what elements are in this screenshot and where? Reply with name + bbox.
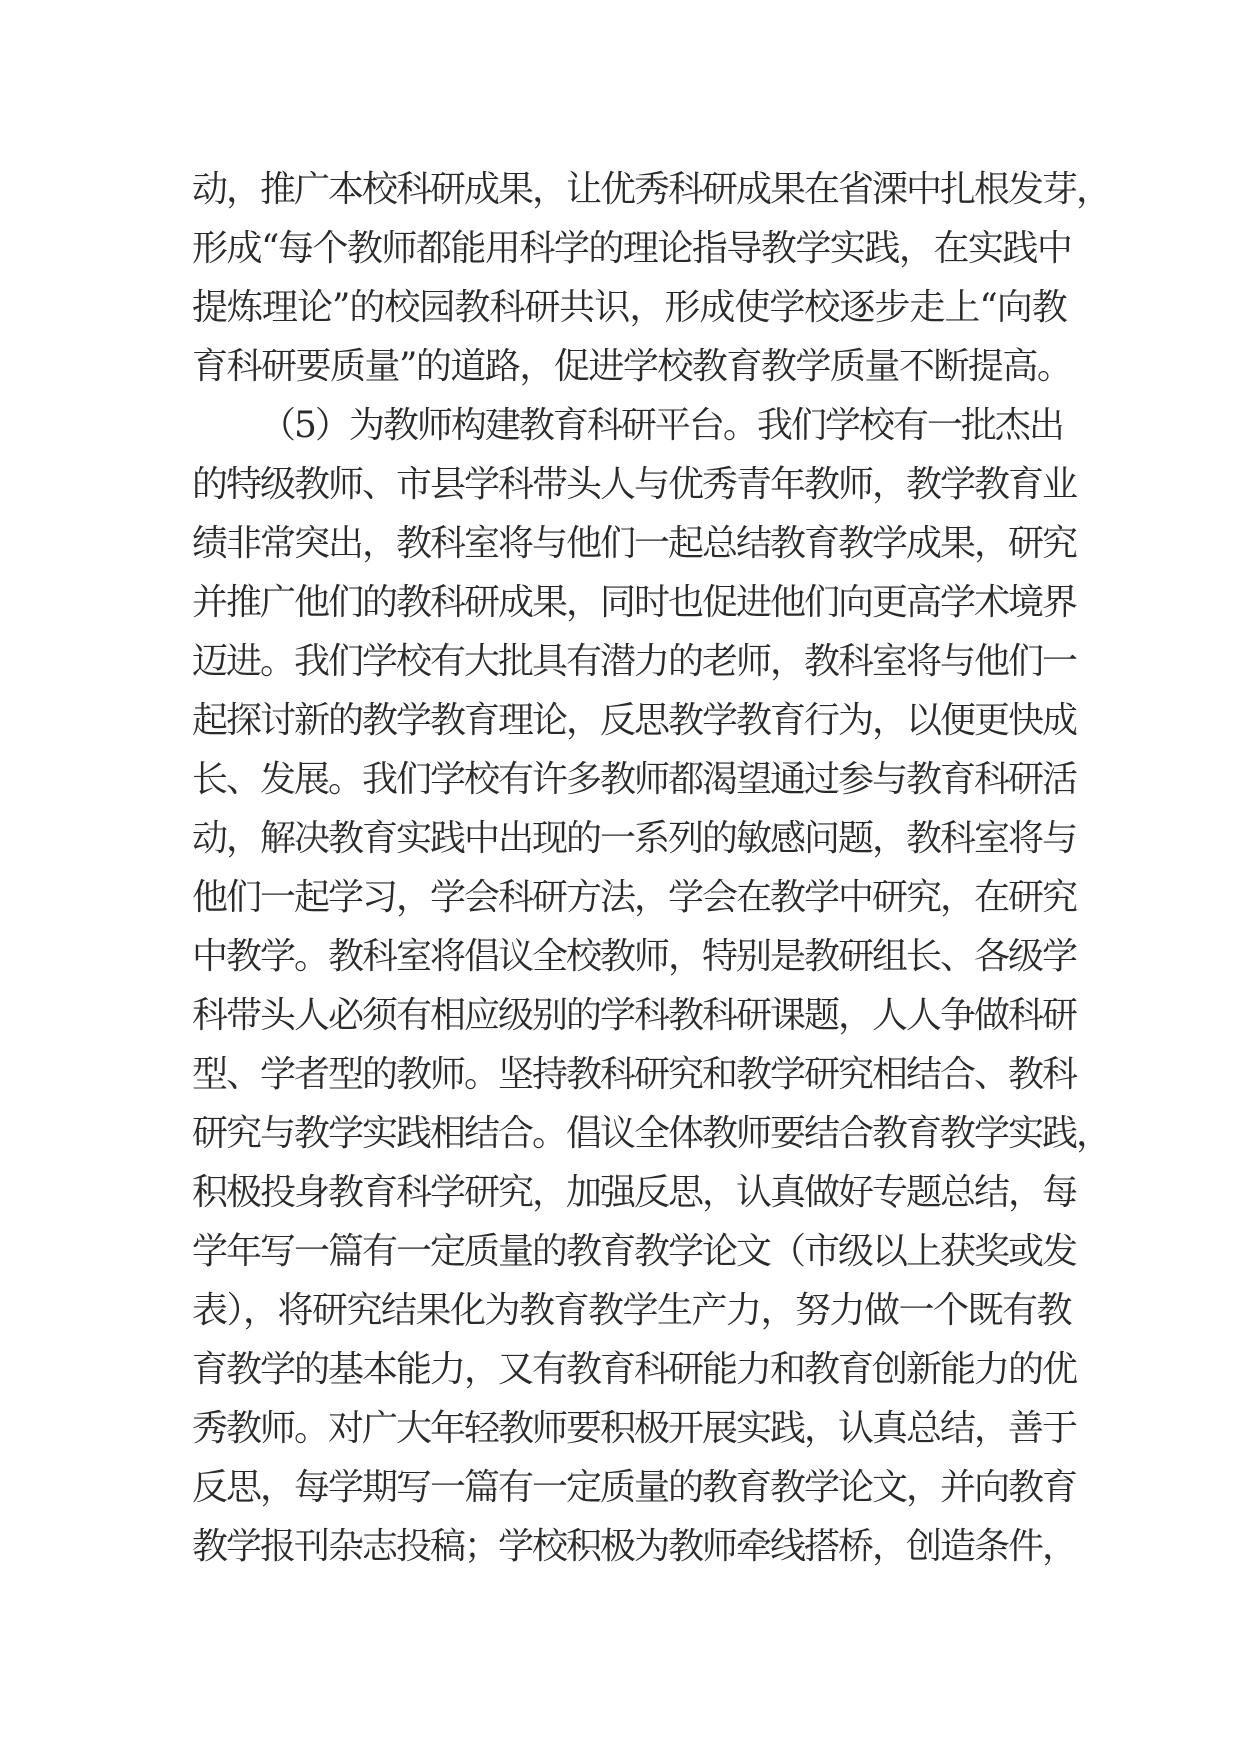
text-line: 教学报刊杂志投稿；学校积极为教师牵线搭桥，创造条件， [192, 1526, 1077, 1567]
text-line: 学年写一篇有一定质量的教育教学论文（市级以上获奖或发 [192, 1231, 1077, 1272]
body-text [192, 160, 1111, 1576]
text-line: 绩非常突出，教科室将与他们一起总结教育教学成果，研究 [192, 523, 1077, 564]
text-line: 的特级教师、市县学科带头人与优秀青年教师，教学教育业 [192, 464, 1077, 505]
text-line: 长、发展。我们学校有许多教师都渴望通过参与教育科研活 [192, 759, 1077, 800]
text-line: 动，推广本校科研成果，让优秀科研成果在省溧中扎根发芽， [192, 169, 1111, 210]
text-line: 他们一起学习，学会科研方法，学会在教学中研究，在研究 [192, 877, 1077, 918]
text-line: 表），将研究结果化为教育教学生产力，努力做一个既有教 [192, 1290, 1072, 1331]
text-line: 并推广他们的教科研成果，同时也促进他们向更高学术境界 [192, 582, 1077, 623]
text-line: 科带头人必须有相应级别的学科教科研课题，人人争做科研 [192, 995, 1077, 1036]
text-line: 秀教师。对广大年轻教师要积极开展实践，认真总结，善于 [192, 1408, 1077, 1449]
text-line: 研究与教学实践相结合。倡议全体教师要结合教育教学实践， [192, 1113, 1111, 1154]
text-line: 反思，每学期写一篇有一定质量的教育教学论文，并向教育 [192, 1467, 1077, 1508]
paragraph-start-line: （5）为教师构建教育科研平台。我们学校有一批杰出 [260, 405, 1063, 446]
text-line: 育教学的基本能力，又有教育科研能力和教育创新能力的优 [192, 1349, 1077, 1390]
text-line: 形成“每个教师都能用科学的理论指导教学实践，在实践中 [192, 228, 1072, 269]
text-line: 型、学者型的教师。坚持教科研究和教学研究相结合、教科 [192, 1054, 1077, 1095]
text-line: 积极投身教育科学研究，加强反思，认真做好专题总结，每 [192, 1172, 1077, 1213]
text-line: 提炼理论”的校园教科研共识，形成使学校逐步走上“向教 [192, 287, 1067, 328]
text-line: 育科研要质量”的道路，促进学校教育教学质量不断提高。 [192, 346, 1072, 387]
text-line: 起探讨新的教学教育理论，反思教学教育行为，以便更快成 [192, 700, 1077, 741]
text-line: 中教学。教科室将倡议全校教师，特别是教研组长、各级学 [192, 936, 1077, 977]
text-line: 动，解决教育实践中出现的一系列的敏感问题，教科室将与 [192, 818, 1077, 859]
text-line: 迈进。我们学校有大批具有潜力的老师，教科室将与他们一 [192, 641, 1077, 682]
